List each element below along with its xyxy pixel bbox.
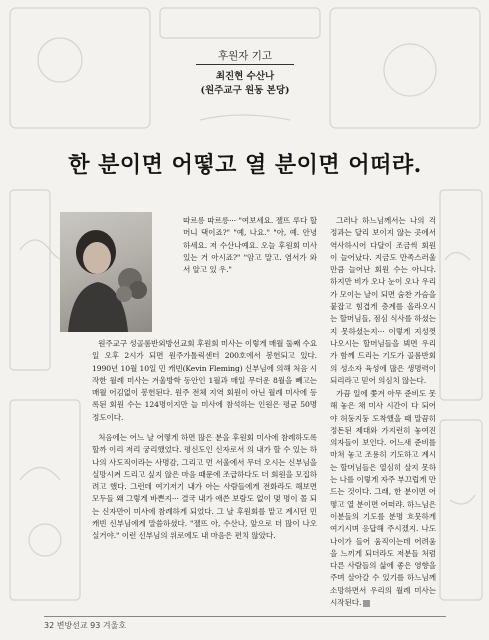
body-paragraph — [330, 388, 436, 609]
author-affiliation: (원주교구 원동 본당) — [200, 85, 290, 96]
category-divider — [196, 64, 294, 65]
body-column-1-middle — [92, 338, 317, 424]
author-photo — [60, 212, 152, 332]
body-paragraph: 원주교구 성골롬반외방선교회 후원회 미사는 이렇게 매월 둘째 수요일 오후 2시가 되면 원주가톨릭센터 200호에서 봉헌되고 있다. 1990년 10월 10일 민 캐빈(Kevin Fleming) 신부님에 의해 처음 시작한 월례 미사는 겨울방학 동안인 1월과 매일 무더운 8월을 빼고는 매월 어김없이 봉헌된다. 원주 전체 지역 회원이 아닌 월례 미사에 등록된 회원 수는 124명이지만 늘 미사에 참석하는 인원은 평균 50명 정도이다. — [92, 339, 317, 422]
body-paragraph: 처음에는 어느 날 어떻게 하면 많은 분을 후원회 미사에 참례하도록 할까 이리 저리 궁리했었다. 평신도인 신자로서 의 내가 할 수 있는 하나의 사도직이라는 사명감, 그리고 먼 서울에서 무더 오시는 신부님을 실망시켜 드리고 싶지 않은 마음 때문에 조급하다도 더 회원을 모집하려고 했다. 그런데 여기저기 내가 아는 사람들에게 전화라도 해보면 모두들 왜 그렇게 바쁜지··· 결국 내가 애쓴 보람도 없이 몇 명이 몰 되는 신자만이 미사에 참례하게 되었다. 그 날 후원회를 맡고 계시던 민 캐빈 신부님에게 말씀하셨다. "젤뜨 아, 수산나, 앞으로 더 많이 나오실거야." 이런 신부님의 위로에도 내 마음은 편치 않았다. — [92, 433, 317, 541]
body-paragraph: 그러나 하느님께서는 나의 걱정과는 달리 보이지 않는 곳에서 역사하시어 다달이 조금씩 회원이 늘어났다. 지금도 만족스러울 만큼 늘어난 회원 수는 아니다. 하지만 비가 오나 눈이 오나 우리가 모이는 날이 되면 숨찬 가슴을 붙잡고 힘겹게 층계를 올라오시는 할머님들, 점심 식사를 하셨는지 못하셨는지··· 이렇게 지성껏 나오시는 할머님들을 뵈면 우리가 함께 드리는 기도가 골롬반회의 성소자 육성에 많은 생명력이 되리라고 믿어 의심치 않는다. — [330, 216, 436, 385]
body-column-1-bottom — [92, 432, 317, 543]
body-paragraph-text: 가끔 일에 쫓겨 아무 준비도 못해 놓은 채 미사 시간이 다 되어야 허둥지둥 도착했을 때 말끔히 정돈된 제대와 가지런히 놓여진 의자들이 보인다. 어느새 준비를 마쳐 놓고 조용히 기도하고 계시는 할머님들은 열심히 살지 못하는 나를 이렇게 자주 부끄럽게 만드는 것이다. 그래, 한 분이면 어떻고 열 분이면 어떠랴. 하느님은 이분들의 기도를 분명 흐뭇하게 여기시며 응답해 주시겠지. 나도 나이가 들어 움직이는데 어려움을 느끼게 되더라도 저분들 처럼 다른 사람들의 삶에 좋은 영향을 주며 살아갈 수 있기를 하느님께 소망하면서 우리의 월례 미사는 시작된다. — [330, 389, 436, 608]
section-category: 후원자 기고 — [217, 50, 273, 62]
body-column-2-top — [330, 215, 436, 387]
body-column-1-top — [183, 215, 317, 276]
footer-divider — [44, 616, 446, 617]
author-byline: 최진현 수산나 — [215, 71, 275, 82]
body-paragraph-dialogue: 따르릉 따르릉··· "여보세요. 젤뜨 루다 할머니 댁이죠?" "예, 나요." "아, 예. 안녕하세요. 저 수산나예요. 오늘 후원회 미사 있는 거 아시죠?" "암고 말고. 염서가 와서 알고 있 우." — [183, 216, 317, 275]
body-column-2-bottom — [330, 388, 436, 609]
article-headline: 한 분이면 어떻고 열 분이면 어떠랴. — [68, 152, 422, 178]
end-of-article-mark — [363, 600, 370, 607]
page-footer: 32 변방선교 93 겨울호 — [44, 621, 127, 630]
author-portrait-image — [60, 212, 152, 332]
